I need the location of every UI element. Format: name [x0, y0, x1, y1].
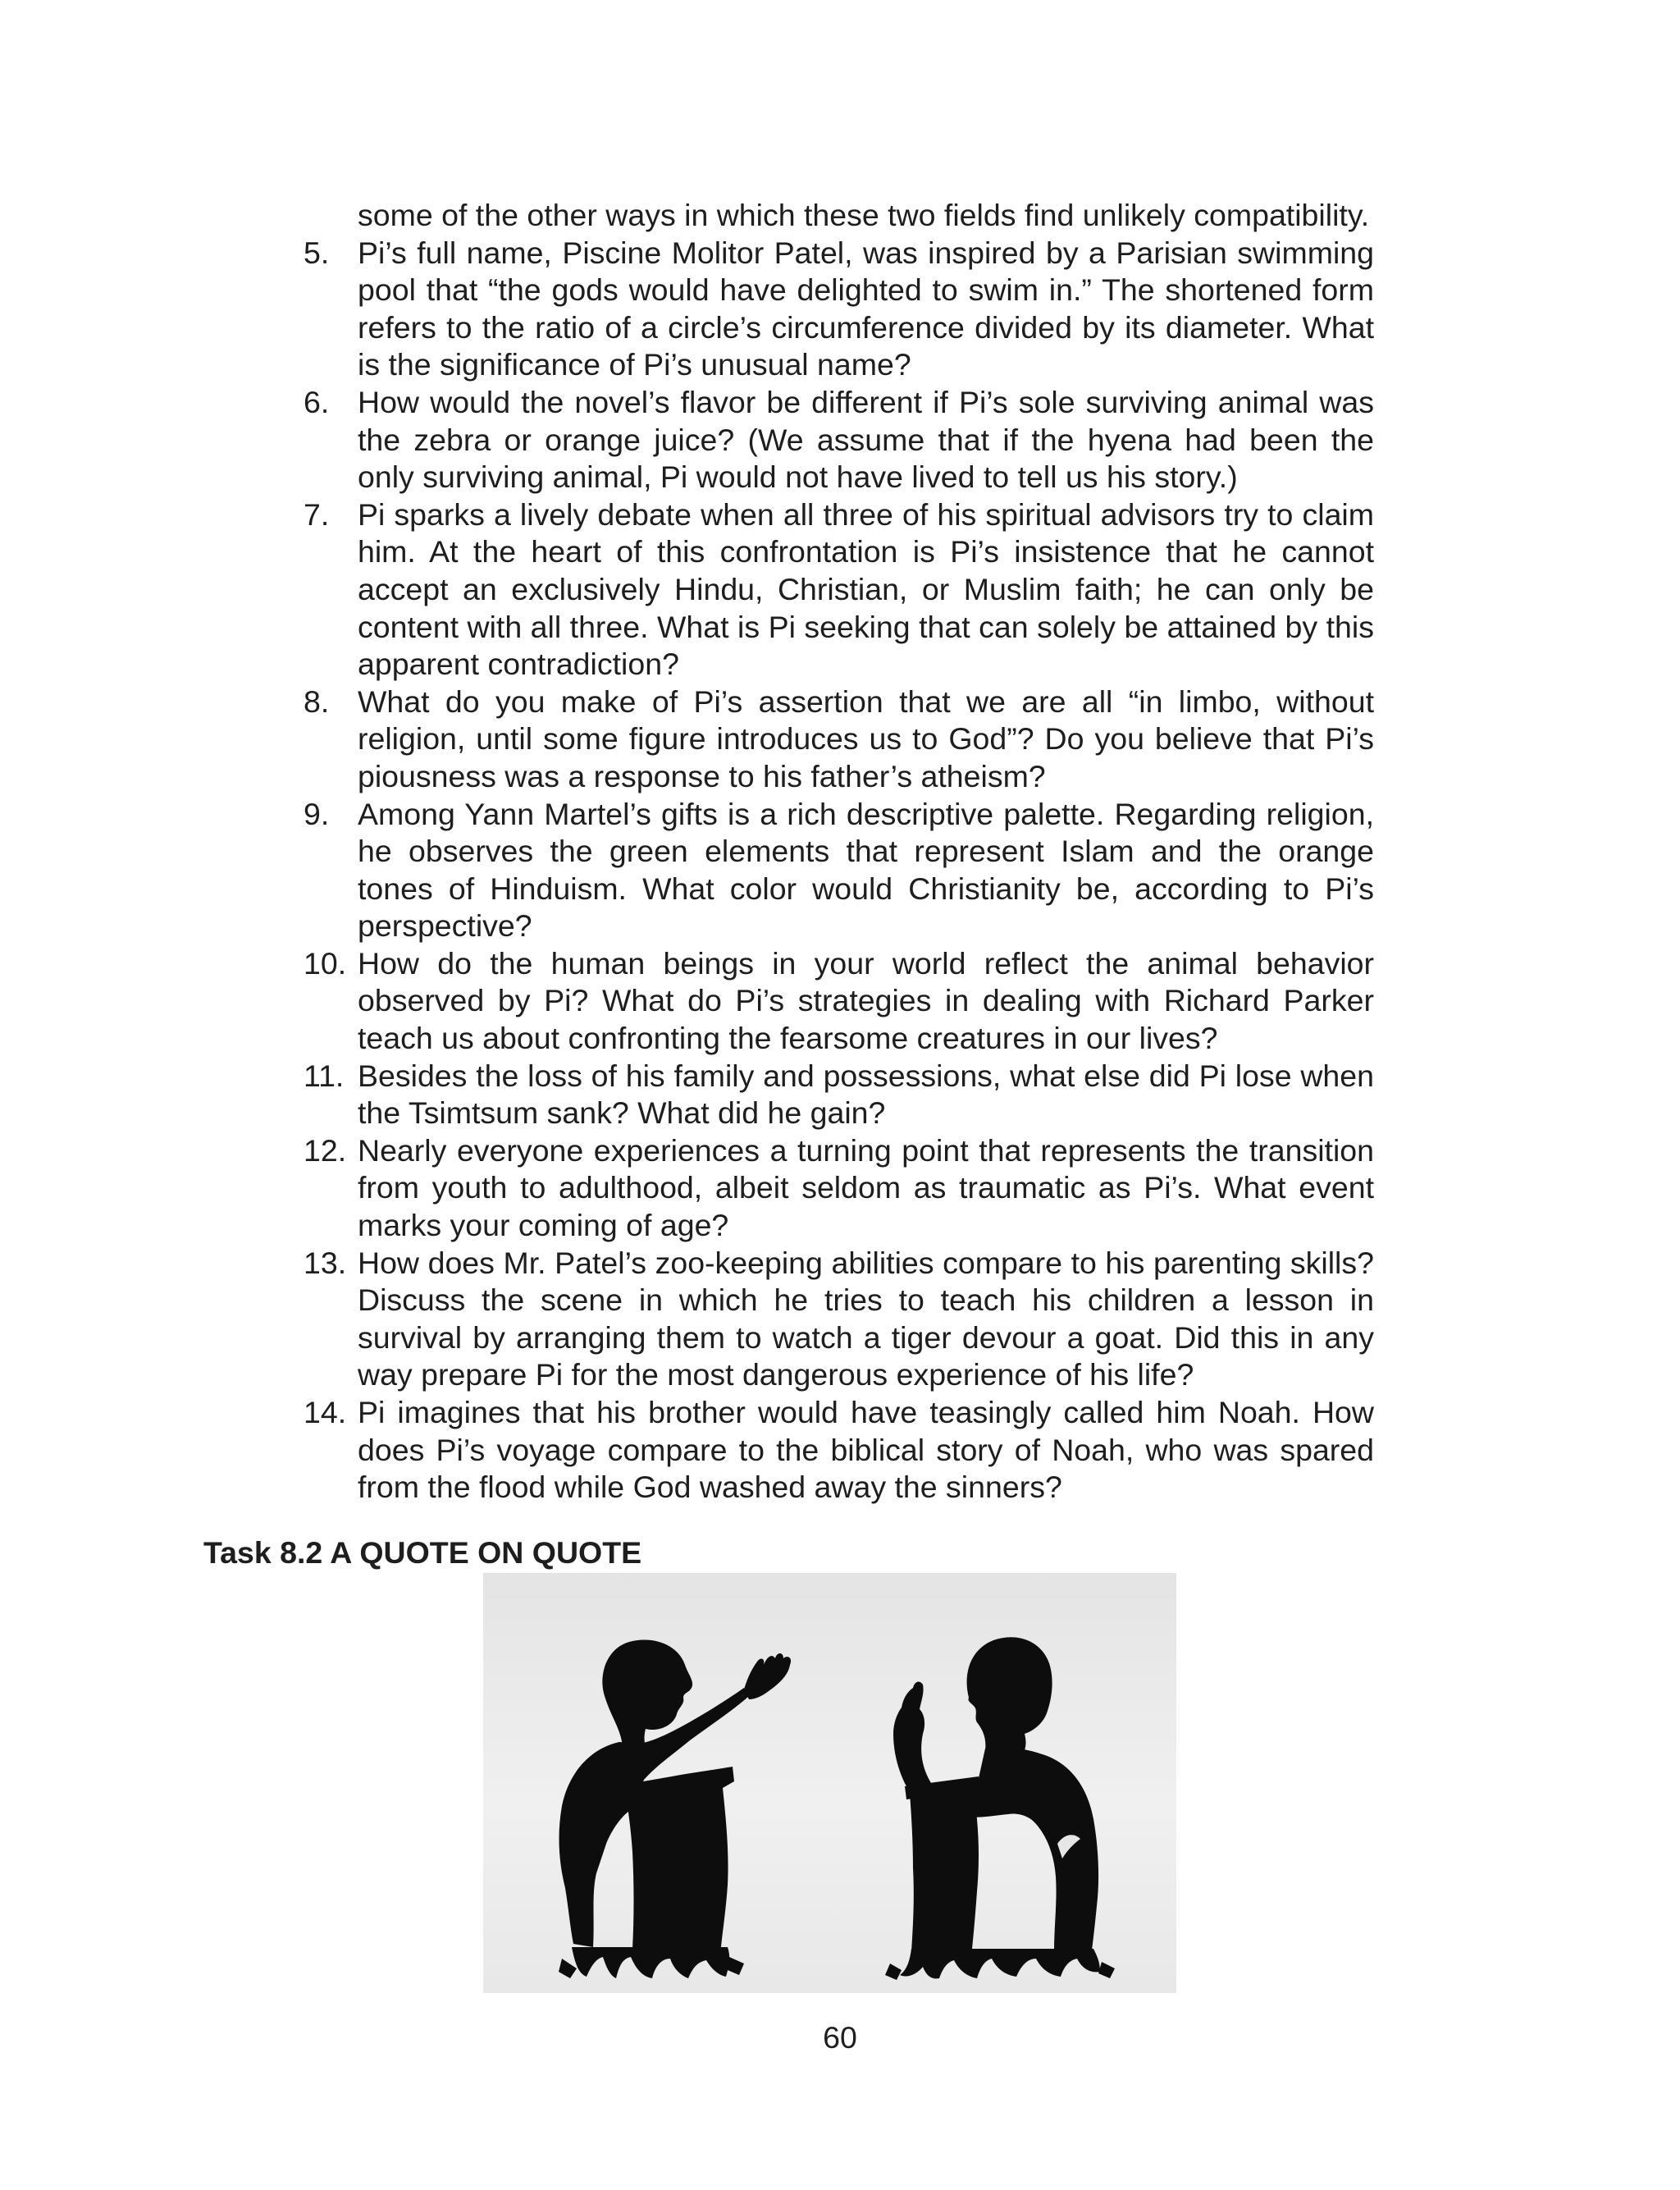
question-item	[304, 945, 1374, 1058]
question-text: Pi’s full name, Piscine Molitor Patel, was inspired by a Parisian swimming pool that “the gods would have delighted to swim in.” The shortened form refers to the ratio of a circle’s circumference divided by its diameter. What is the significance of Pi’s unusual name?	[358, 235, 1374, 382]
left-lectern	[624, 1767, 734, 1949]
question-text: Besides the loss of his family and possessions, what else did Pi lose when the Tsimtsum sank? What did he gain?	[358, 1058, 1374, 1131]
right-base-scribble	[1098, 1962, 1115, 1978]
page-number: 60	[823, 2020, 857, 2055]
question-text: Pi imagines that his brother would have teasingly called him Noah. How does Pi’s voyage compare to the biblical story of Noah, who was spared from the flood while God washed away the sinners?	[358, 1395, 1374, 1505]
right-lectern	[910, 1783, 979, 1952]
question-text: How would the novel’s flavor be different if Pi’s sole surviving animal was the zebra or orange juice? (We assume that if the hyena had been the only surviving animal, Pi would not have lived to tell us his story.)	[358, 384, 1374, 495]
question-item	[304, 1058, 1374, 1132]
question-number: 10.	[304, 945, 347, 981]
discussion-questions	[304, 197, 1374, 1506]
left-base-scribble	[572, 1947, 729, 1978]
question-text: What do you make of Pi’s assertion that we are all “in limbo, without religion, until some figure introduces us to God”? Do you believe that Pi’s piousness was a response to his father’s atheism?	[358, 684, 1374, 793]
question-item	[304, 1394, 1374, 1506]
task-heading: Task 8.2 A QUOTE ON QUOTE	[203, 1535, 642, 1570]
question-continuation	[304, 197, 1374, 235]
question-text: How does Mr. Patel’s zoo-keeping abilities compare to his parenting skills? Discuss the scene in which he tries to teach his children a lesson in survival by arranging them to watch a tiger devour a goat. Did this in any way prepare Pi for the most dangerous experience of his life?	[358, 1245, 1374, 1392]
silhouette-illustration	[483, 1573, 1176, 1993]
silhouette-image	[483, 1573, 1176, 1993]
question-item	[304, 1132, 1374, 1245]
question-number: 11.	[304, 1058, 345, 1093]
question-number: 14.	[304, 1395, 347, 1429]
left-base-scribble	[728, 1957, 744, 1975]
left-figure-hand	[744, 1653, 791, 1699]
question-text: Nearly everyone experiences a turning point that represents the transition from youth to adulthood, albeit seldom as traumatic as Pi’s. What event marks your coming of age?	[358, 1132, 1374, 1243]
left-base-scribble	[559, 1959, 577, 1978]
question-item	[304, 1245, 1374, 1394]
right-base-scribble	[900, 1949, 1100, 1978]
question-item	[304, 384, 1374, 496]
question-number: 12.	[304, 1132, 347, 1168]
question-text: Pi sparks a lively debate when all three of his spiritual advisors try to claim him. At the heart of this confrontation is Pi’s insistence that he cannot accept an exclusively Hindu, Christian, or Muslim faith; he can only be content with all three. What is Pi seeking that can solely be attained by this apparent contradiction?	[358, 496, 1374, 682]
question-item	[304, 684, 1374, 796]
question-text: How do the human beings in your world reflect the animal behavior observed by Pi? What do Pi’s strategies in dealing with Richard Parker teach us about confronting the fearsome creatures in our lives?	[358, 945, 1374, 1056]
question-number: 8.	[304, 684, 330, 719]
question-text: some of the other ways in which these two fields find unlikely compatibility.	[358, 198, 1370, 232]
question-number: 9.	[304, 796, 330, 831]
right-base-scribble	[885, 1964, 902, 1980]
question-text: Among Yann Martel’s gifts is a rich descriptive palette. Regarding religion, he observes the green elements that represent Islam and the orange tones of Hinduism. What color would Christianity be, according to Pi’s perspective?	[358, 796, 1374, 944]
question-item	[304, 235, 1374, 384]
question-item	[304, 496, 1374, 684]
question-number: 7.	[304, 496, 330, 532]
right-figure-head	[967, 1637, 1052, 1750]
question-number: 5.	[304, 235, 330, 270]
question-number: 13.	[304, 1245, 347, 1280]
question-number: 6.	[304, 384, 330, 419]
question-item	[304, 796, 1374, 945]
